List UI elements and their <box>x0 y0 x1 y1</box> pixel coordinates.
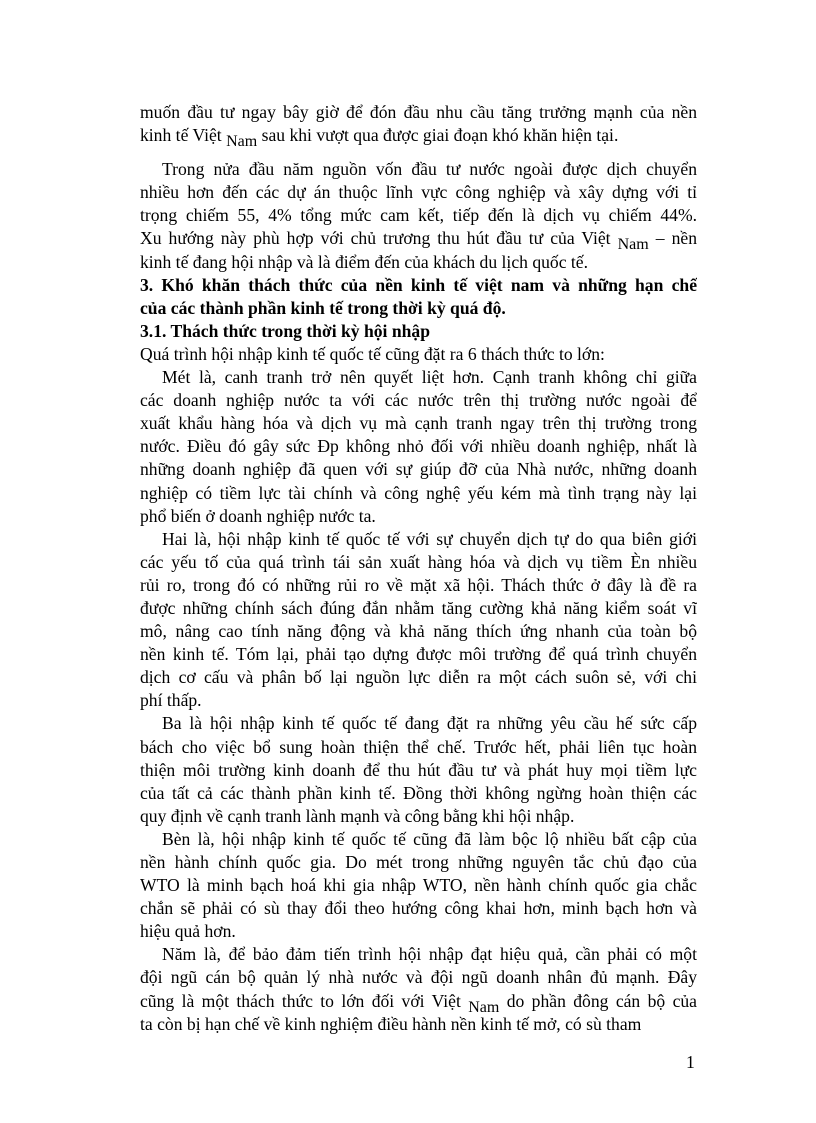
lowered-word: Nam <box>468 998 500 1013</box>
text-line: chắn sẽ phải có sù thay đổi theo hướng công khai hơn, minh bạch hơn và <box>140 898 697 919</box>
text-line: 3.1. Thách thức trong thời kỳ hội nhập <box>140 320 430 341</box>
text-segment: – nền <box>648 228 697 249</box>
text-segment: kinh tế Việt <box>140 125 227 146</box>
text-line: đội ngũ cán bộ quản lý nhà nước và đội ngũ doanh nhân đủ mạnh. Đây <box>140 967 697 988</box>
text-line <box>140 990 697 1013</box>
text-line: các doanh nghiệp nước ta với các nước trên thị trường nước ngoài để <box>140 390 697 411</box>
paragraph <box>140 366 697 528</box>
paragraph <box>140 101 697 151</box>
text-line: ta còn bị hạn chế về kinh nghiệm điều hành nền kinh tế mở, có sù tham <box>140 1013 642 1034</box>
text-line: Năm là, để bảo đảm tiến trình hội nhập đạt hiệu quả, cần phải có một <box>162 944 697 965</box>
text-line: Ba là hội nhập kinh tế quốc tế đang đặt ra những yêu cầu hế sức cấp <box>162 713 697 734</box>
text-line <box>140 124 697 151</box>
lowered-word: Nam <box>617 236 649 251</box>
text-line: 3. Khó khăn thách thức của nền kinh tế việt nam và những hạn chế <box>140 274 697 295</box>
paragraph <box>140 828 697 943</box>
text-line: bách cho việc bổ sung hoàn thiện thể chế. Trước hết, phải liên tục hoàn <box>140 736 697 757</box>
text-line: Trong nửa đầu năm nguồn vốn đầu tư nước ngoài được dịch chuyển <box>162 159 697 180</box>
text-line: các yếu tố của quá trình tái sản xuất hàng hóa và dịch vụ tiềm Èn nhiều <box>140 551 697 572</box>
text-line: Mét là, canh tranh trở nên quyết liệt hơn. Cạnh tranh không chỉ giữa <box>162 367 697 388</box>
text-line: nền hành chính quốc gia. Do mét trong những nguyên tắc chủ đạo của <box>140 852 697 872</box>
section-heading <box>140 274 697 320</box>
lowered-word: Nam <box>226 133 258 151</box>
page-number: 1 <box>686 1052 695 1072</box>
text-line: dịch cơ cấu và phân bố lại nguồn lực diễn ra một cách suôn sẻ, với chi <box>140 667 697 688</box>
text-line: nước. Điều đó gây sức Ðp không nhỏ đối với nhiều doanh nghiệp, nhất là <box>140 436 697 457</box>
paragraph <box>140 943 697 1035</box>
text-line: Bèn là, hội nhập kinh tế quốc tế cũng đã làm bộc lộ nhiều bất cập của <box>162 828 697 849</box>
text-line: WTO là minh bạch hoá khi gia nhập WTO, nền hành chính quốc gia chắc <box>140 875 697 896</box>
text-line: phổ biến ở doanh nghiệp nước ta. <box>140 505 376 526</box>
text-line: Hai là, hội nhập kinh tế quốc tế với sự chuyển dịch tự do qua biên giới <box>162 528 697 549</box>
text-line: trọng chiếm 55, 4% tổng mức cam kết, tiếp đến là dịch vụ chiếm 44%. <box>140 205 697 226</box>
text-line: của các thành phần kinh tế trong thời kỳ quá độ. <box>140 297 506 318</box>
section-heading <box>140 320 697 343</box>
text-segment: do phần đông cán bộ của <box>499 990 697 1011</box>
text-line: của tất cả các thành phần kinh tế. Đồng thời không ngừng hoàn thiện các <box>140 782 697 803</box>
text-segment: Xu hướng này phù hợp với chủ trương thu hút đầu tư của Việt <box>140 228 618 249</box>
text-line: phí thấp. <box>140 690 202 711</box>
paragraph <box>140 528 697 713</box>
text-line: nghiệp có tiềm lực tài chính và công nghệ yếu kém mà tình trạng này lại <box>140 482 697 503</box>
paragraph <box>140 158 697 273</box>
text-line: mô, nâng cao tính năng động và khả năng thích ứng nhanh của toàn bộ <box>140 621 697 642</box>
text-line: những doanh nghiệp đã quen với sự giúp đỡ của Nhà nước, những doanh <box>140 459 697 480</box>
text-line: hiệu quả hơn. <box>140 921 236 942</box>
text-segment: cũng là một thách thức to lớn đối với Việt <box>140 990 469 1011</box>
text-line: nhiều hơn đến các dự án thuộc lĩnh vực công nghiệp và xây dựng với tỉ <box>140 182 697 203</box>
text-line: xuất khẩu hàng hóa và dịch vụ mà cạnh tranh ngay trên thị trường trong <box>140 413 697 434</box>
text-line: thiện môi trường kinh doanh để thu hút đầu tư và phát huy mọi tiềm lực <box>140 759 697 780</box>
paragraph <box>140 343 697 366</box>
text-line <box>140 227 697 250</box>
text-segment: sau khi vượt qua được giai đoạn khó khăn hiện tại. <box>257 125 619 146</box>
text-line: quy định về cạnh tranh lành mạnh và công bằng khi hội nhập. <box>140 805 575 826</box>
text-line: nền kinh tế. Tóm lại, phải tạo dựng được môi trường để quá trình chuyển <box>140 644 697 665</box>
document-body <box>140 101 697 1036</box>
paragraph <box>140 712 697 827</box>
text-line: muốn đầu tư ngay bây giờ để đón đầu nhu cầu tăng trưởng mạnh của nền <box>140 102 697 122</box>
text-line: được những chính sách đúng đắn nhằm tăng cường khả năng kiểm soát vĩ <box>140 597 697 618</box>
text-line: kinh tế đang hội nhập và là điểm đến của khách du lịch quốc tế. <box>140 251 589 272</box>
text-line: rủi ro, trong đó có những rủi ro về mặt xã hội. Thách thức ở đây là đề ra <box>140 574 697 595</box>
text-line: Quá trình hội nhập kinh tế quốc tế cũng đặt ra 6 thách thức to lớn: <box>140 343 605 364</box>
